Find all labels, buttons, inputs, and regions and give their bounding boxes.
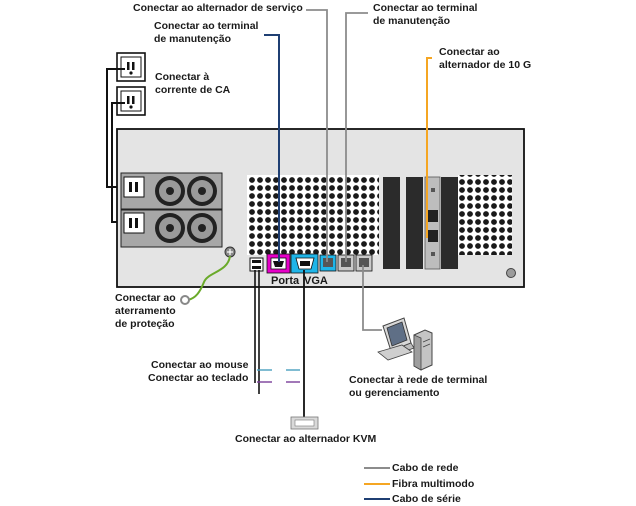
ground-screw bbox=[225, 247, 235, 257]
label-keyboard: Conectar ao teclado bbox=[148, 372, 249, 384]
expansion-slot-1 bbox=[383, 177, 400, 269]
legend-label-serial: Cabo de série bbox=[392, 493, 461, 505]
label-network: Conectar à rede de terminal ou gerenciamento bbox=[349, 374, 488, 399]
label-mouse: Conectar ao mouse bbox=[151, 359, 249, 371]
label-maintenance-terminal-left: Conectar ao terminal de manutenção bbox=[154, 20, 259, 45]
kvm-connector bbox=[291, 417, 318, 429]
label-service-switch: Conectar ao alternador de serviço bbox=[133, 2, 303, 14]
power-supply-bottom bbox=[121, 210, 222, 247]
power-supply-top bbox=[121, 173, 222, 209]
label-kvm: Conectar ao alternador KVM bbox=[235, 433, 377, 445]
terminal-computer-icon bbox=[378, 318, 432, 370]
ac-outlet-bottom bbox=[117, 87, 145, 115]
ac-outlet-top bbox=[117, 53, 145, 81]
legend-label-network: Cabo de rede bbox=[392, 462, 459, 474]
label-vga: VGA bbox=[304, 275, 328, 287]
label-maintenance-terminal-right: Conectar ao terminal de manutenção bbox=[373, 2, 478, 27]
label-10g-switch: Conectar ao alternador de 10 G bbox=[439, 46, 532, 71]
expansion-slot-2 bbox=[406, 177, 423, 269]
vent-grid-right bbox=[458, 175, 512, 255]
vent-grid-left bbox=[247, 175, 379, 255]
chassis-screw bbox=[507, 269, 516, 278]
label-port: Porta bbox=[271, 275, 300, 287]
label-ac-power: Conectar à corrente de CA bbox=[155, 71, 231, 96]
legend-label-fiber: Fibra multimodo bbox=[392, 478, 475, 490]
usb-ports bbox=[250, 258, 263, 271]
label-ground: Conectar ao aterramento de proteção bbox=[115, 292, 176, 330]
expansion-slot-3 bbox=[441, 177, 458, 269]
